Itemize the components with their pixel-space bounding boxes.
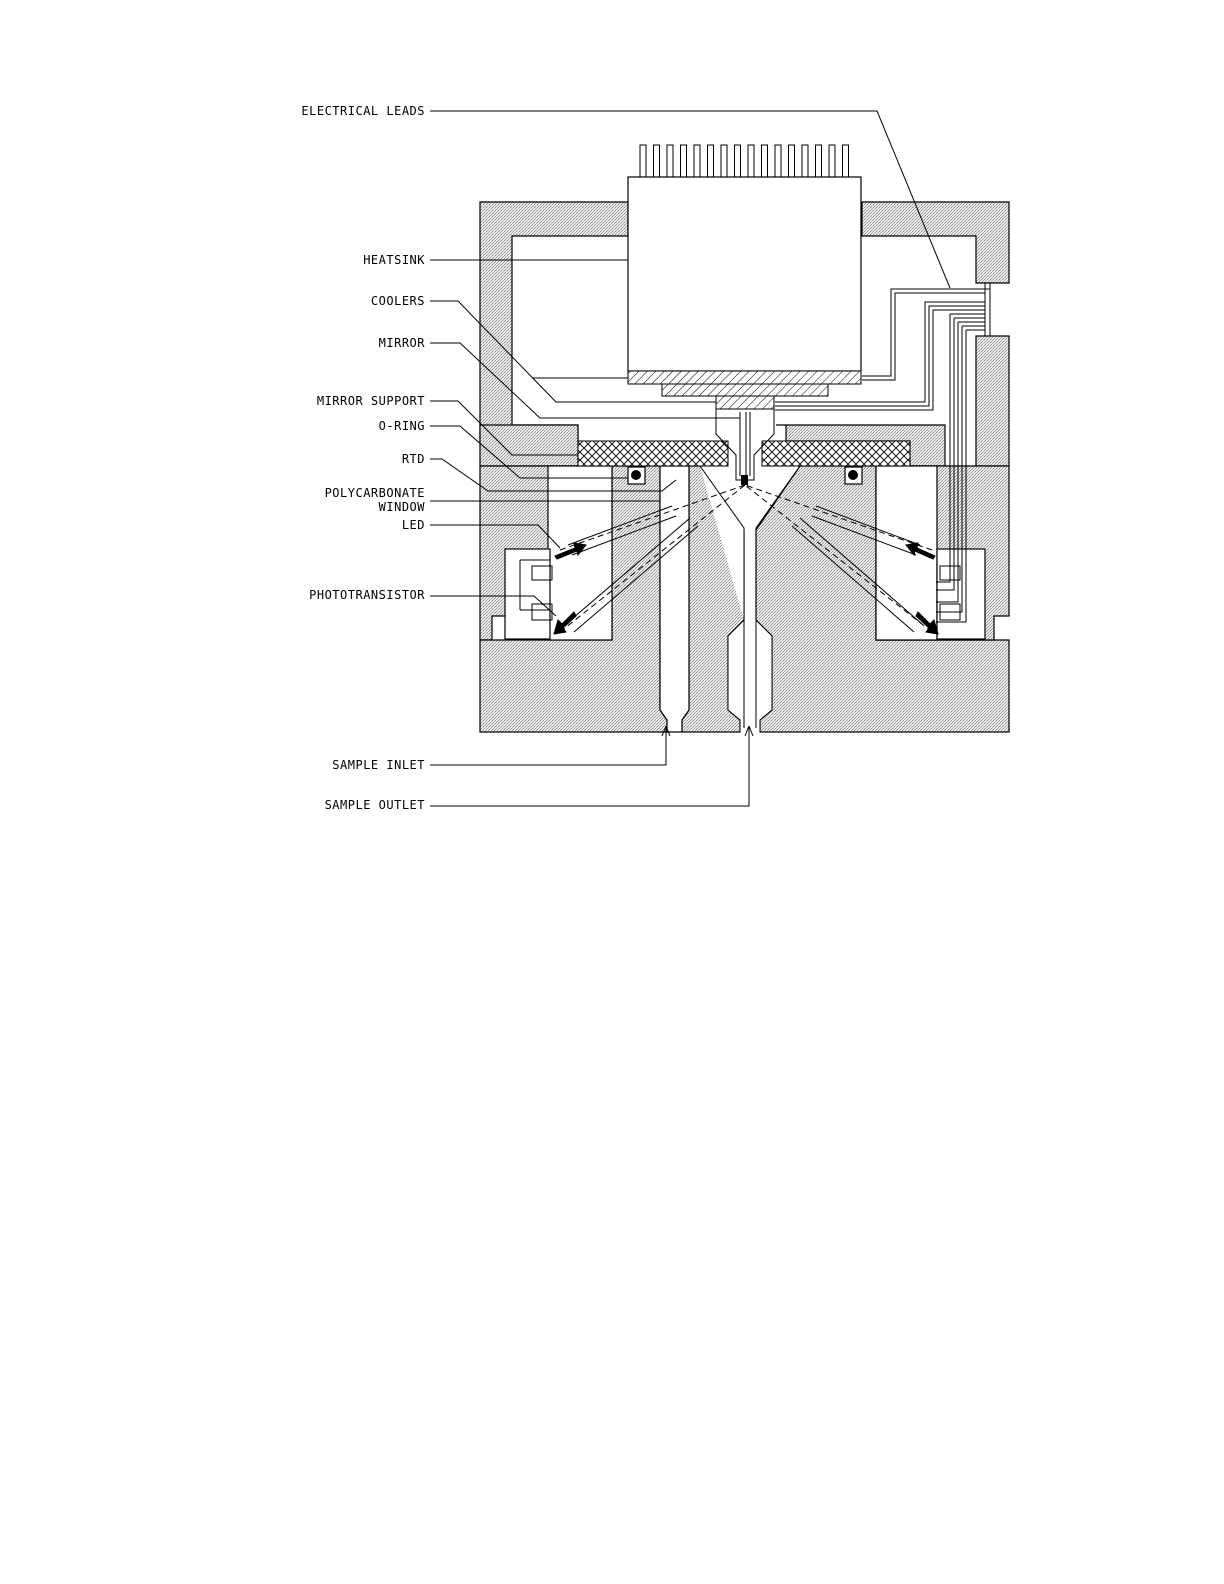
polycarbonate-window (578, 441, 910, 466)
heatsink (628, 145, 861, 371)
svg-text:SAMPLE OUTLET: SAMPLE OUTLET (324, 798, 425, 812)
svg-text:ELECTRICAL LEADS: ELECTRICAL LEADS (301, 104, 425, 118)
svg-text:SAMPLE INLET: SAMPLE INLET (332, 758, 425, 772)
svg-text:RTD: RTD (401, 452, 425, 466)
svg-text:MIRROR: MIRROR (378, 336, 425, 350)
svg-text:WINDOW: WINDOW (378, 500, 425, 514)
svg-text:COOLERS: COOLERS (370, 294, 425, 308)
mirror (741, 475, 748, 485)
svg-text:POLYCARBONATE: POLYCARBONATE (324, 486, 425, 500)
svg-text:PHOTOTRANSISTOR: PHOTOTRANSISTOR (309, 588, 425, 602)
svg-text:O-RING: O-RING (378, 419, 425, 433)
coolers (628, 371, 861, 396)
svg-text:MIRROR SUPPORT: MIRROR SUPPORT (316, 394, 425, 408)
svg-text:HEATSINK: HEATSINK (363, 253, 425, 267)
svg-text:LED: LED (401, 518, 425, 532)
label-sample-inlet (332, 726, 670, 772)
